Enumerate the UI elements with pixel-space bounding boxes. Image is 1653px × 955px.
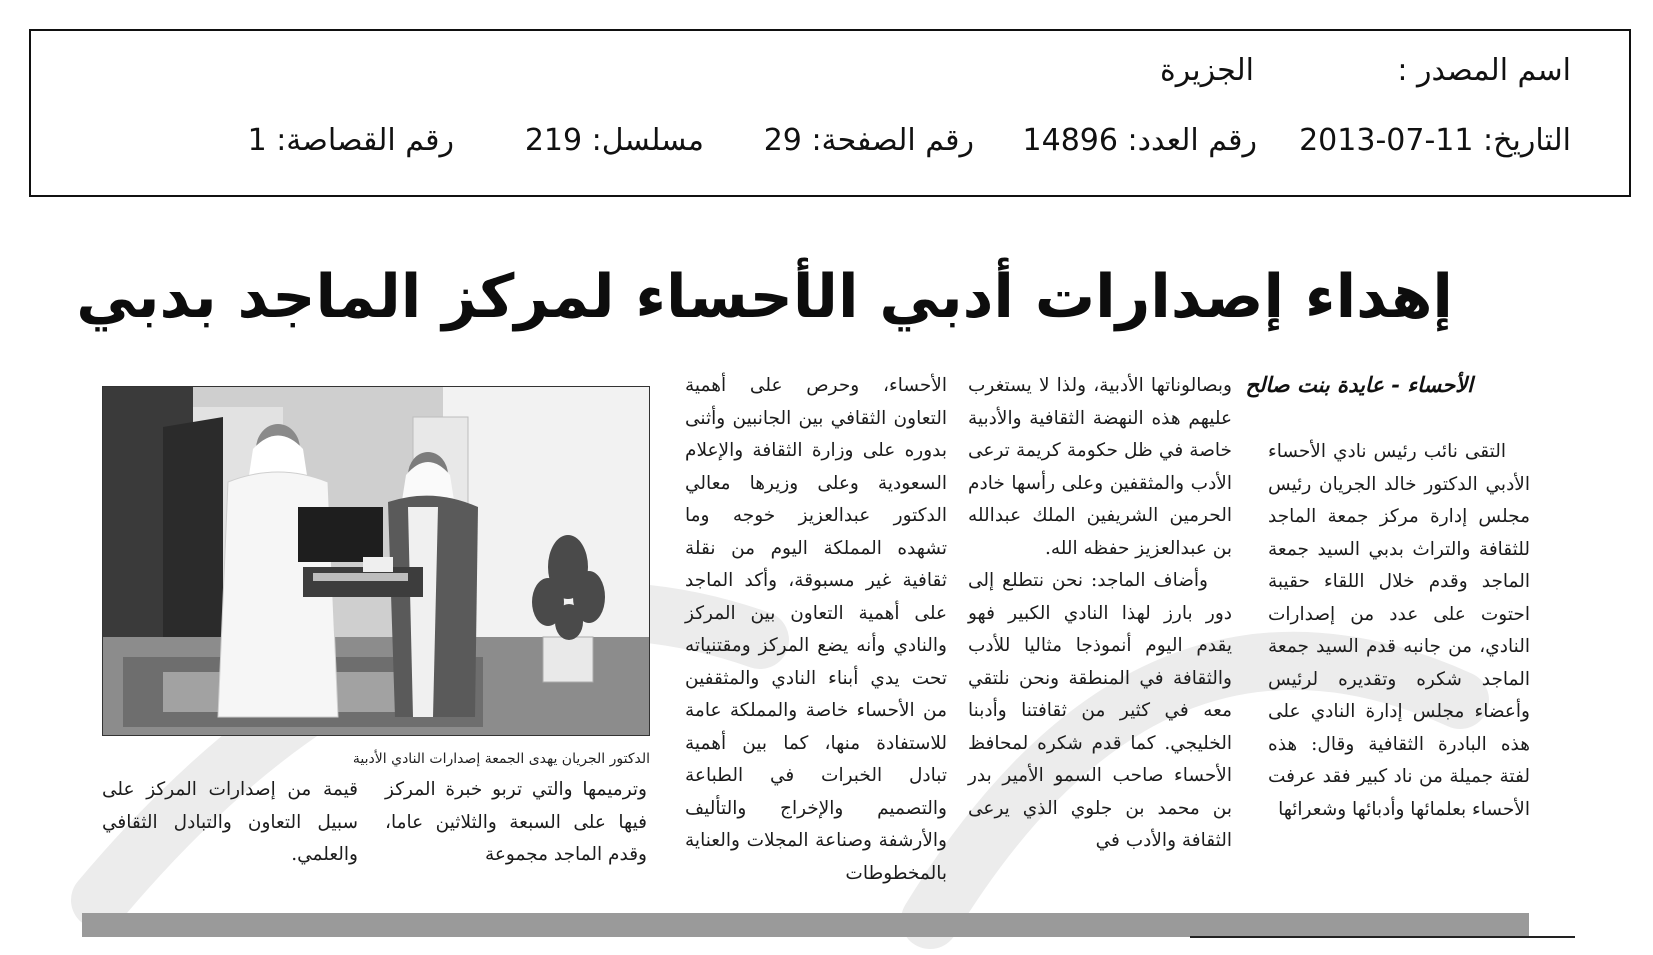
column-2-para-1: وبصالوناتها الأدبية، ولذا لا يستغرب عليهم هذه النهضة الثقافية والأدبية خاصة في ظل حكومة كريمة ترعى الأدب والمثقفين وعلى رأسها خادم الحرمين الشريفين الملك عبدالله بن عبدالعزيز حفظه الله.	[968, 375, 1232, 559]
footer-rule	[1190, 936, 1575, 938]
photo-caption: الدكتور الجريان يهدى الجمعة إصدارات النادي الأدبية	[352, 751, 650, 767]
footer-band	[82, 913, 1529, 937]
article-photo	[102, 386, 650, 736]
article-column-1	[1268, 436, 1530, 826]
article-headline: إهداء إصدارات أدبي الأحساء لمركز الماجد بدبي	[76, 262, 1453, 332]
article-column-4	[385, 774, 647, 872]
source-label: اسم المصدر :	[1397, 53, 1571, 88]
source-value: الجزيرة	[1159, 53, 1254, 88]
date-field: التاريخ: 11-07-2013	[1299, 123, 1571, 158]
article-byline: الأحساء - عايدة بنت صالح	[1245, 372, 1473, 397]
column-5-text: قيمة من إصدارات المركز على سبيل التعاون والتبادل الثقافي والعلمي.	[102, 779, 358, 865]
issue-number: رقم العدد: 14896	[1022, 123, 1257, 158]
photo-illustration	[103, 387, 650, 736]
serial-number: مسلسل: 219	[524, 123, 704, 158]
article-column-2	[968, 370, 1232, 858]
page-number: رقم الصفحة: 29	[763, 123, 974, 158]
clip-number: رقم القصاصة: 1	[247, 123, 454, 158]
article-column-3	[685, 370, 947, 890]
clipping-info-box	[29, 29, 1631, 197]
column-2-para-2: وأضاف الماجد: نحن نتطلع إلى دور بارز لهذا النادي الكبير فهو يقدم اليوم أنموذجا مثاليا للأدب والثقافة في المنطقة ونحن نلتقي معه في كثير من ثقافتنا وأدبنا الخليجي. كما قدم شكره لمحافظ الأحساء صاحب السمو الأمير بدر بن محمد بن جلوي الذي يرعى الثقافة والأدب في	[968, 570, 1232, 851]
article-column-5	[102, 774, 358, 872]
column-1-text: التقى نائب رئيس نادي الأحساء الأدبي الدكتور خالد الجريان رئيس مجلس إدارة مركز جمعة الماجد للثقافة والتراث بدبي السيد جمعة الماجد وقدم خلال اللقاء حقيبة احتوت على عدد من إصدارات النادي، من جانبه قدم السيد جمعة الماجد شكره وتقديره لرئيس وأعضاء مجلس إدارة النادي على هذه البادرة الثقافية وقال: هذه لفتة جميلة من ناد كبير فقد عرفت الأحساء بعلمائها وأدبائها وشعرائها	[1268, 441, 1530, 820]
column-3-text: الأحساء، وحرص على أهمية التعاون الثقافي بين الجانبين وأثنى بدوره على وزارة الثقافة والإعلام السعودية وعلى وزيرها معالي الدكتور عبدالعزيز خوجه وما تشهده المملكة اليوم من نقلة ثقافية غير مسبوقة، وأكد الماجد على أهمية التعاون بين المركز والنادي وأنه يضع المركز ومقتنياته تحت يدي أبناء النادي والمثقفين من الأحساء خاصة والمملكة عامة للاستفادة منها، كما بين أهمية تبادل الخبرات في الطباعة والتصميم والإخراج والتأليف والأرشفة وصناعة المجلات والعناية بالمخطوطات	[685, 375, 947, 884]
column-4-text: وترميمها والتي تربو خبرة المركز فيها على السبعة والثلاثين عاما، وقدم الماجد مجموعة	[385, 779, 647, 865]
